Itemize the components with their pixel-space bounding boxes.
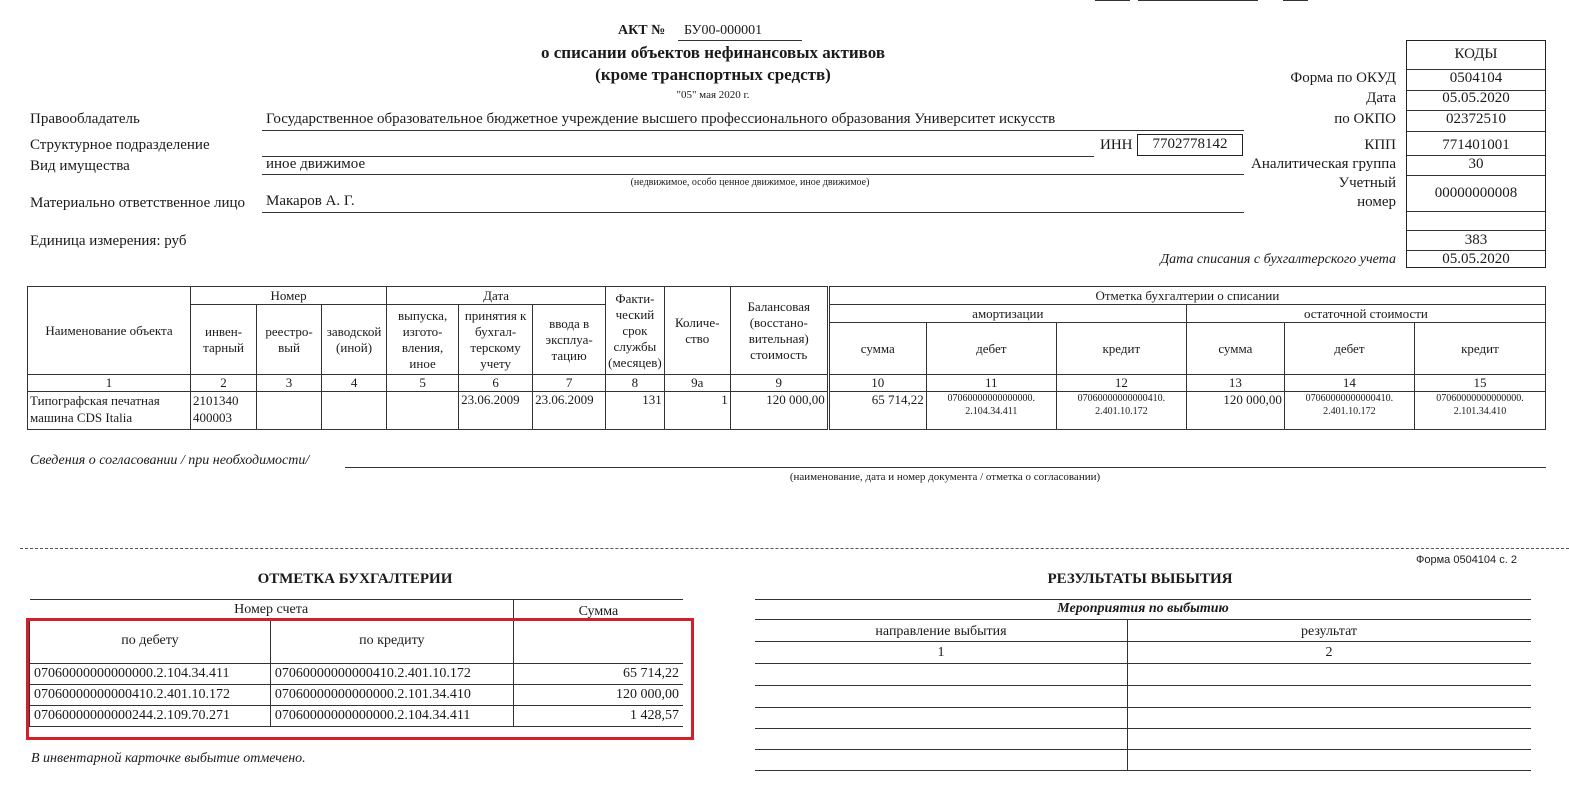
h-reg: реестро- вый	[257, 305, 322, 375]
res-title: РЕЗУЛЬТАТЫ ВЫБЫТИЯ	[1047, 571, 1233, 587]
h-res-credit: кредит	[1414, 323, 1545, 375]
property-hint: (недвижимое, особо ценное движимое, иное движимое)	[630, 177, 870, 188]
row-amort-credit: 07060000000000410. 2.401.10.172	[1056, 392, 1186, 430]
res-result-label: результат	[1300, 624, 1358, 639]
row-inv: 2101340 400003	[191, 392, 257, 430]
h-res-debit: дебет	[1284, 323, 1414, 375]
acc-row-credit: 07060000000000410.2.401.10.172	[270, 664, 513, 685]
h-amort-debit: дебет	[926, 323, 1056, 375]
res-top-line	[755, 599, 1531, 600]
act-title-line1: о списании объектов нефинансовых активов	[540, 43, 886, 62]
col-number: 7	[533, 375, 606, 392]
res-direction-label: направление выбытия	[875, 624, 1007, 639]
h-residual: остаточной стоимости	[1186, 305, 1545, 323]
kpp-label: КПП	[1364, 137, 1396, 153]
top-line	[1095, 0, 1130, 1]
row-accept: 23.06.2009	[459, 392, 533, 430]
acc-row-debit: 07060000000000000.2.104.34.411	[30, 664, 271, 685]
okud-label: Форма по ОКУД	[1290, 70, 1396, 86]
account-label-2: номер	[1357, 194, 1396, 210]
res-line	[755, 749, 1531, 750]
responsible-value: Макаров А. Г.	[266, 193, 355, 209]
col-number: 10	[828, 375, 926, 392]
owner-value: Государственное образовательное бюджетное учреждение высшего профессионального образования Университет искусств	[266, 111, 1056, 127]
h-mark: Отметка бухгалтерии о списании	[828, 287, 1545, 305]
acc-row-sum: 1 428,57	[513, 706, 683, 727]
h-accept: принятия к бухгал- терскому учету	[459, 305, 533, 375]
acc-title: ОТМЕТКА БУХГАЛТЕРИИ	[257, 571, 453, 587]
row-amort-sum: 65 714,22	[828, 392, 926, 430]
col-number: 15	[1414, 375, 1545, 392]
col-number: 5	[387, 375, 459, 392]
unit-label: Единица измерения: руб	[30, 233, 187, 249]
row-res-debit: 07060000000000410. 2.401.10.172	[1284, 392, 1414, 430]
acc-row-debit: 07060000000000244.2.109.70.271	[30, 706, 271, 727]
act-date: "05" мая 2020 г.	[676, 89, 750, 101]
row-res-sum: 120 000,00	[1186, 392, 1284, 430]
acc-row-debit: 07060000000000410.2.401.10.172	[30, 685, 271, 706]
inventory-note: В инвентарной карточке выбытие отмечено.	[31, 751, 306, 766]
col-number: 9	[730, 375, 828, 392]
acc-number-label: Номер счета	[30, 600, 514, 619]
acc-credit-label: по кредиту	[270, 619, 513, 664]
analytic-code: 30	[1468, 156, 1484, 172]
form-ref: Форма 0504104 с. 2	[1416, 554, 1517, 566]
okpo-code: 02372510	[1446, 111, 1506, 127]
res-line	[755, 707, 1531, 708]
h-amort-sum: сумма	[828, 323, 926, 375]
h-date: Дата	[387, 287, 606, 305]
col-number: 1	[28, 375, 191, 392]
act-number-underline	[678, 40, 802, 41]
property-value: иное движимое	[266, 156, 366, 172]
top-line	[1138, 0, 1258, 1]
row-commission: 23.06.2009	[533, 392, 606, 430]
account-code: 00000000008	[1434, 185, 1518, 201]
col-number: 8	[606, 375, 665, 392]
res-line	[755, 685, 1531, 686]
acc-row-credit: 07060000000000000.2.101.34.410	[270, 685, 513, 706]
act-label: АКТ №	[618, 23, 666, 38]
okpo-label: по ОКПО	[1334, 111, 1396, 127]
res-subtitle: Мероприятия по выбытию	[1057, 601, 1229, 616]
row-factory	[322, 392, 387, 430]
codes-row-line	[1407, 211, 1545, 212]
col-number: 2	[191, 375, 257, 392]
writeoff-date: 05.05.2020	[1442, 251, 1510, 267]
act-number: БУ00-000001	[684, 23, 763, 38]
owner-underline	[262, 130, 1244, 131]
date-label: Дата	[1366, 90, 1396, 106]
h-commission: ввода в эксплуа- тацию	[533, 305, 606, 375]
res-divider	[1127, 619, 1128, 770]
acc-sum-label: Сумма	[513, 600, 683, 664]
row-res-credit: 07060000000000000. 2.101.34.410	[1414, 392, 1545, 430]
col-number: 11	[926, 375, 1056, 392]
top-line	[1283, 0, 1308, 1]
h-balance: Балансовая (восстано- вительная) стоимость	[730, 287, 828, 375]
h-release: выпуска, изгото- вления, иное	[387, 305, 459, 375]
row-life: 131	[606, 392, 665, 430]
codes-title: КОДЫ	[1454, 46, 1498, 62]
col-number: 13	[1186, 375, 1284, 392]
h-factory: заводской (иной)	[322, 305, 387, 375]
col-number: 4	[322, 375, 387, 392]
approval-label: Сведения о согласовании / при необходимости/	[30, 453, 310, 468]
h-res-sum: сумма	[1186, 323, 1284, 375]
inn-value: 7702778142	[1137, 134, 1243, 156]
acc-row-credit: 07060000000000000.2.104.34.411	[270, 706, 513, 727]
res-line	[755, 663, 1531, 664]
acc-debit-label: по дебету	[30, 619, 271, 664]
res-col2: 2	[1325, 645, 1333, 660]
approval-underline	[345, 467, 1546, 468]
acc-row-sum: 65 714,22	[513, 664, 683, 685]
date-code: 05.05.2020	[1442, 90, 1510, 106]
approval-hint: (наименование, дата и номер документа / отметка о согласовании)	[789, 471, 1101, 483]
row-reg	[257, 392, 322, 430]
res-line	[755, 728, 1531, 729]
highlight-box	[26, 618, 694, 740]
owner-label: Правообладатель	[30, 111, 140, 127]
analytic-label: Аналитическая группа	[1250, 156, 1396, 172]
codes-row-line	[1407, 131, 1545, 132]
division-label: Структурное подразделение	[30, 137, 210, 153]
col-number: 14	[1284, 375, 1414, 392]
codes-row-line	[1407, 175, 1545, 176]
h-qty: Количе- ство	[664, 287, 730, 375]
col-number: 6	[459, 375, 533, 392]
codes-row-line	[1407, 230, 1545, 231]
codes-box	[1406, 40, 1546, 268]
h-inv: инвен- тарный	[191, 305, 257, 375]
inn-label: ИНН	[1100, 137, 1133, 153]
h-name: Наименование объекта	[28, 287, 191, 375]
row-release	[387, 392, 459, 430]
kpp-code: 771401001	[1442, 137, 1510, 153]
okud-code: 0504104	[1449, 70, 1503, 86]
h-number: Номер	[191, 287, 387, 305]
h-life: Факти- ческий срок службы (месяцев)	[606, 287, 665, 375]
res-line	[755, 770, 1531, 771]
row-qty: 1	[664, 392, 730, 430]
row-balance: 120 000,00	[730, 392, 828, 430]
h-amort: амортизации	[828, 305, 1186, 323]
res-line	[755, 619, 1531, 620]
property-underline	[262, 174, 1244, 175]
acc-row-sum: 120 000,00	[513, 685, 683, 706]
h-amort-credit: кредит	[1056, 323, 1186, 375]
column-numbers-row	[28, 375, 1546, 392]
assets-table	[27, 286, 1546, 430]
writeoff-label: Дата списания с бухгалтерского учета	[1160, 252, 1396, 267]
account-label-1: Учетный	[1338, 175, 1396, 191]
res-col1: 1	[937, 645, 945, 660]
row-name: Типографская печатная машина CDS Italia	[28, 392, 191, 430]
act-title-line2: (кроме транспортных средств)	[595, 65, 831, 84]
property-label: Вид имущества	[30, 158, 130, 174]
col-number: 9а	[664, 375, 730, 392]
responsible-underline	[262, 212, 1244, 213]
col-number: 12	[1056, 375, 1186, 392]
page-separator	[20, 548, 1569, 549]
col-number: 3	[257, 375, 322, 392]
division-underline	[262, 156, 1094, 157]
unit-code: 383	[1464, 232, 1488, 248]
res-line	[755, 641, 1531, 642]
responsible-label: Материально ответственное лицо	[30, 195, 246, 211]
row-amort-debit: 07060000000000000. 2.104.34.411	[926, 392, 1056, 430]
table-row	[28, 392, 1546, 430]
